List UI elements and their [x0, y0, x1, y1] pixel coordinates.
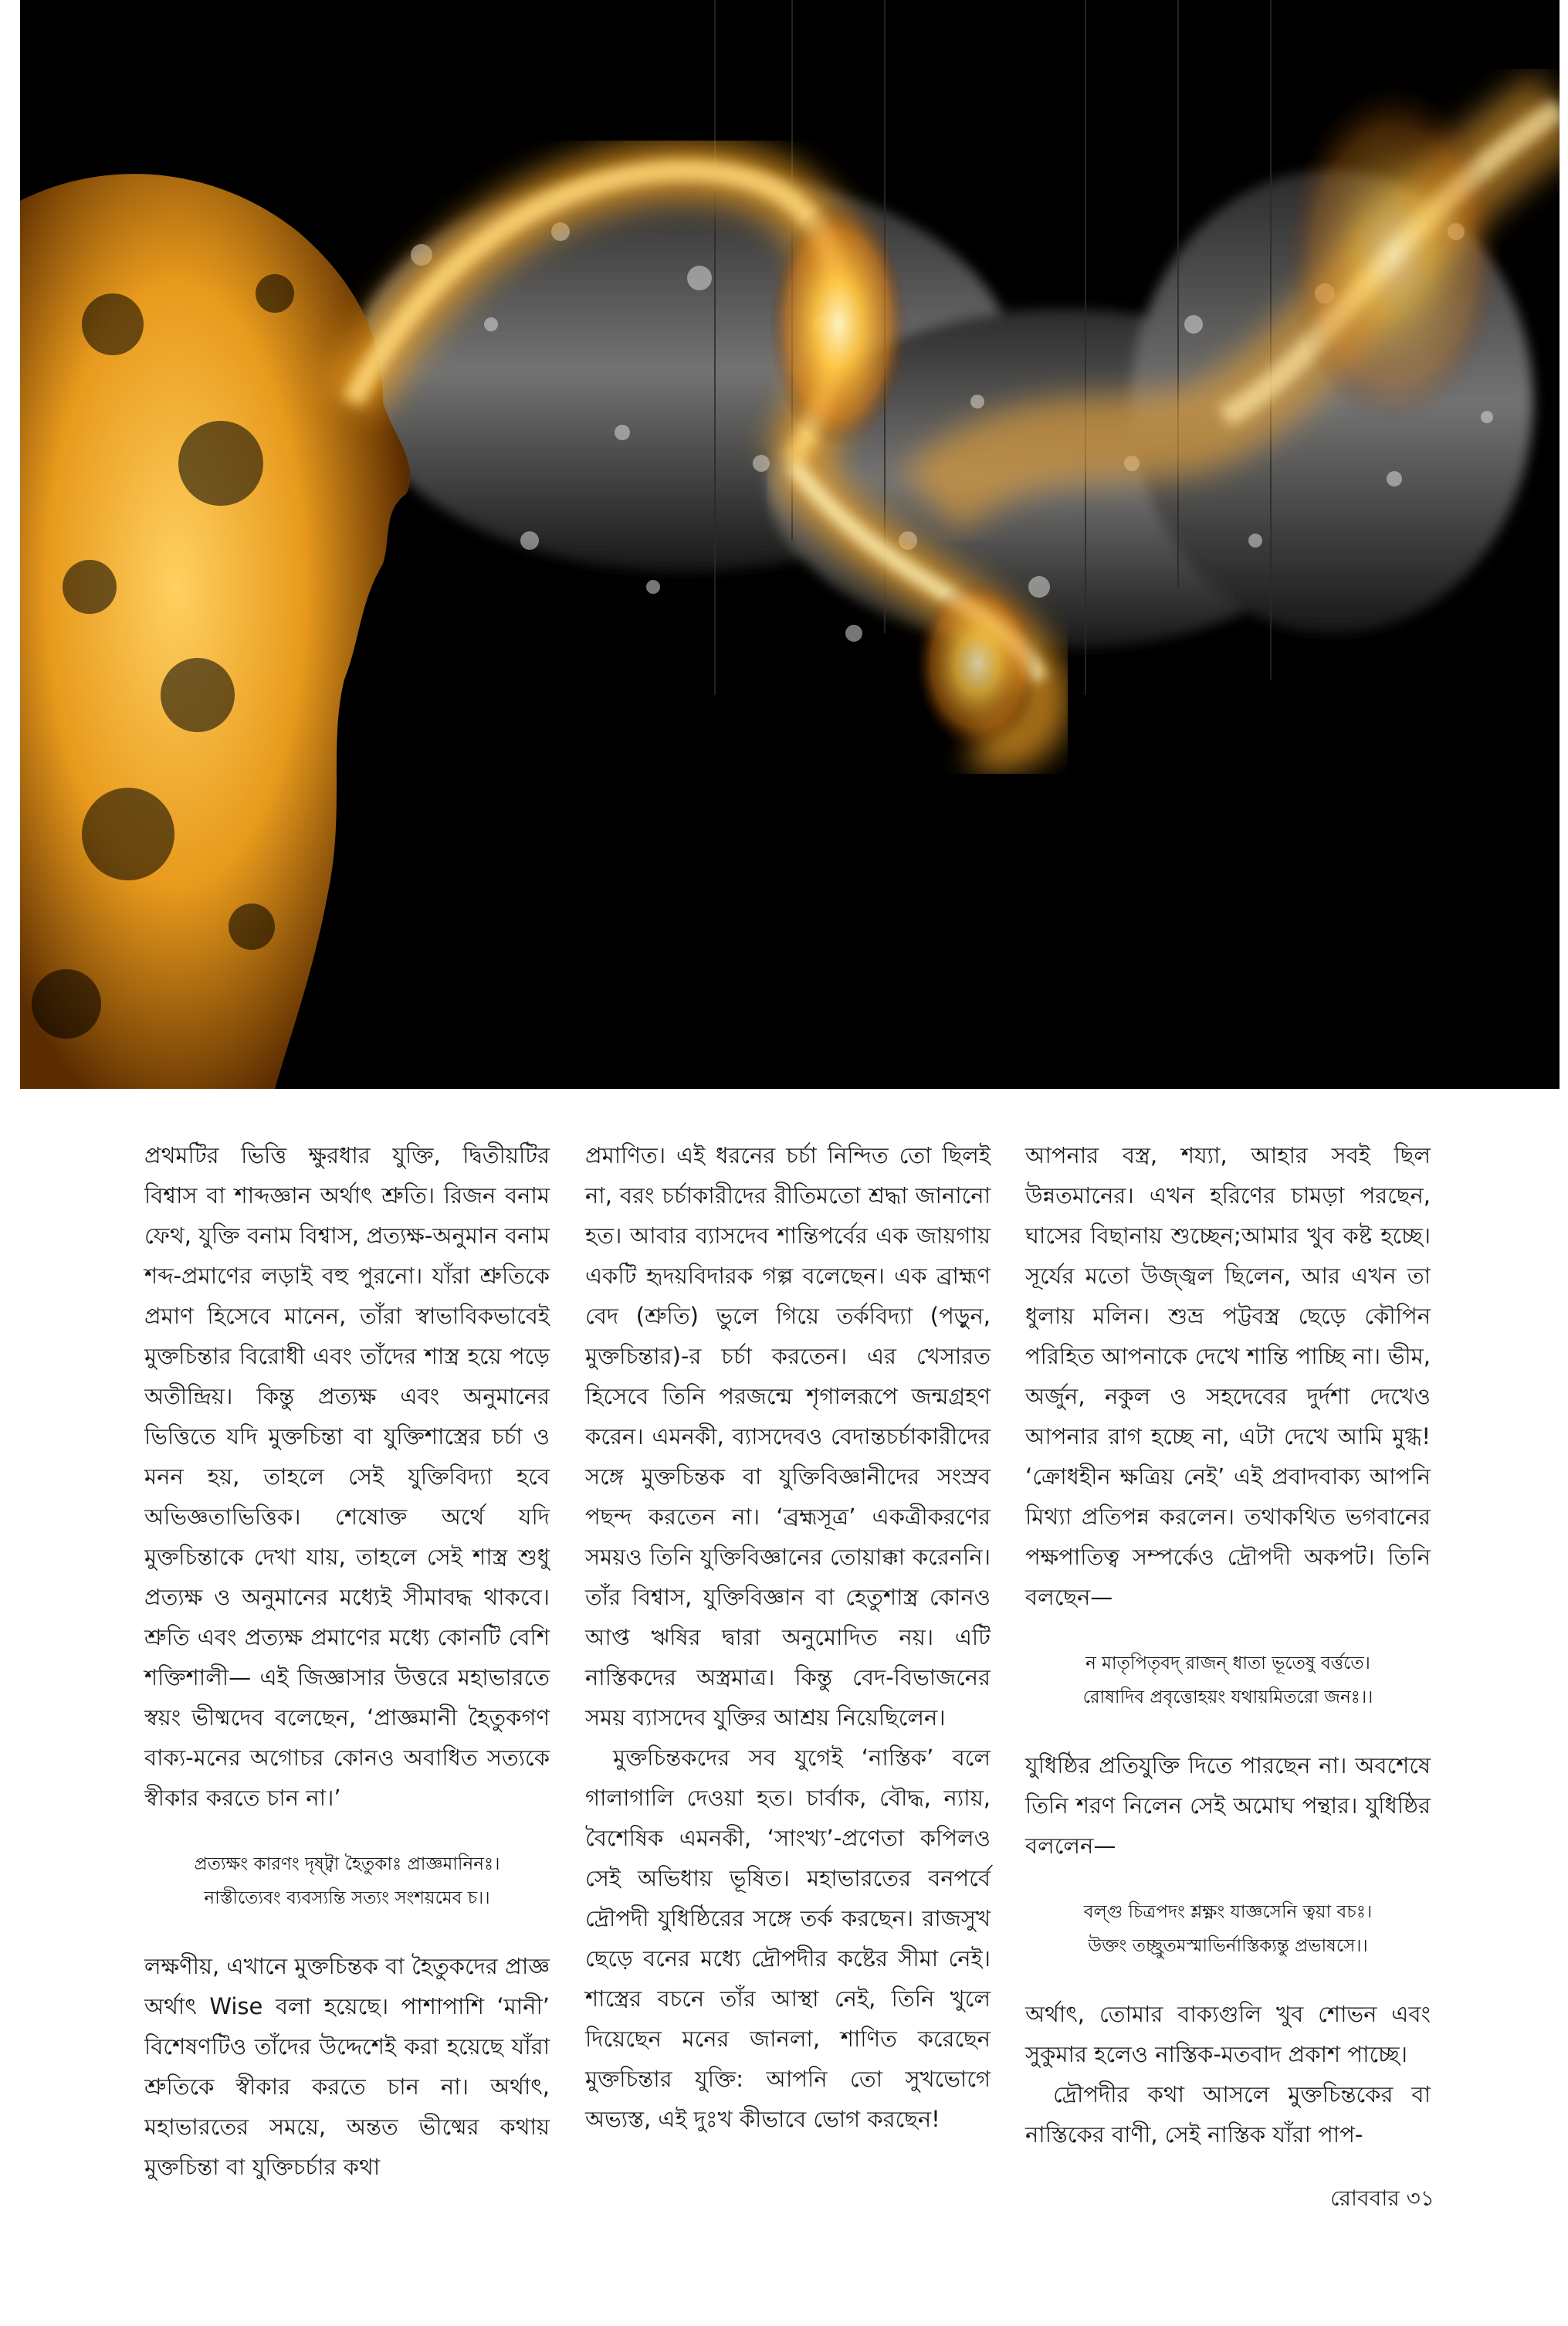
verse-line: প্রত্যক্ষং কারণং দৃষ্ট্বা হৈতুকাঃ প্রাজ্ঞমানিনঃ। [194, 1854, 500, 1874]
hero-image [20, 0, 1560, 1089]
verse-line: নাস্তীত্যেবং ব্যবস্যন্তি সত্যং সংশয়মেব চ।। [204, 1888, 490, 1908]
verse-line: ন মাতৃপিতৃবদ্ রাজন্ ধাতা ভূতেষু বর্ত্ততে। [1085, 1653, 1370, 1673]
verse-line: উক্তং তচ্ছ্রুতমস্মাভির্নাস্তিক্যন্তু প্রভাষসে।। [1088, 1936, 1368, 1956]
article-column-2 [585, 1135, 991, 2139]
fire-swirl-illustration [20, 0, 1560, 1089]
page-folio: রোববার ৩১ [1330, 2185, 1434, 2211]
paragraph: দ্রৌপদীর কথা আসলে মুক্তচিন্তকের বা নাস্তিকের বাণী, সেই নাস্তিক যাঁরা পাপ- [1025, 2081, 1431, 2148]
article-column-3 [1025, 1135, 1431, 2155]
paragraph: অর্থাৎ, তোমার বাক্যগুলি খুব শোভন এবং সুকুমার হলেও নাস্তিক-মতবাদ প্রকাশ পাচ্ছে। [1025, 2001, 1431, 2067]
sanskrit-verse [1025, 1646, 1431, 1714]
paragraph: প্রথমটির ভিত্তি ক্ষুরধার যুক্তি, দ্বিতীয়টির বিশ্বাস বা শাব্দজ্ঞান অর্থাৎ শ্রুতি। রিজন বনাম ফেথ, যুক্তি বনাম বিশ্বাস, প্রত্যক্ষ-অনুমান বনাম শব্দ-প্রমাণের লড়াই বহু পুরনো। যাঁরা শ্রুতিকে প্রমাণ হিসেবে মানেন, তাঁরা স্বাভাবিকভাবেই মুক্তচিন্তার বিরোধী এবং তাঁদের শাস্ত্র হয়ে পড়ে অতীন্দ্রিয়। কিন্তু প্রত্যক্ষ এবং অনুমানের ভিত্তিতে যদি মুক্তচিন্তা বা যুক্তিশাস্ত্রের চর্চা ও মনন হয়, তাহলে সেই যুক্তিবিদ্যা হবে অভিজ্ঞতাভিত্তিক। শেষোক্ত অর্থে যদি মুক্তচিন্তাকে দেখা যায়, তাহলে সেই শাস্ত্র শুধু প্রত্যক্ষ ও অনুমানের মধ্যেই সীমাবদ্ধ থাকবে। শ্রুতি এবং প্রত্যক্ষ প্রমাণের মধ্যে কোনটি বেশি শক্তিশালী— এই জিজ্ঞাসার উত্তরে মহাভারতে স্বয়ং ভীষ্মদেব বলেছেন, ‘প্রাজ্ঞমানী হৈতুকগণ বাক্য-মনের অগোচর কোনও অবাধিত সত্যকে স্বীকার করতে চান না।’ [144, 1142, 550, 1811]
verse-line: বল্গু চিত্রপদং শ্লক্ষ্ণং যাজ্ঞসেনি ত্বয়া বচঃ। [1083, 1902, 1373, 1922]
article-column-1 [144, 1135, 550, 2187]
paragraph: লক্ষণীয়, এখানে মুক্তচিন্তক বা হৈতুকদের প্রাজ্ঞ অর্থাৎ Wise বলা হয়েছে। পাশাপাশি ‘মানী’ বিশেষণটিও তাঁদের উদ্দেশেই করা হয়েছে যাঁরা শ্রুতিকে স্বীকার করতে চান না। অর্থাৎ, মহাভারতের সময়ে, অন্তত ভীষ্মের কথায় মুক্তচিন্তা বা যুক্তিচর্চার কথা [144, 1953, 550, 2180]
paragraph: যুধিষ্ঠির প্রতিযুক্তি দিতে পারছেন না। অবশেষে তিনি শরণ নিলেন সেই অমোঘ পন্থার। যুধিষ্ঠির বললেন— [1025, 1752, 1431, 1859]
sanskrit-verse [144, 1847, 550, 1915]
paragraph: মুক্তচিন্তকদের সব যুগেই ‘নাস্তিক’ বলে গালাগালি দেওয়া হত। চার্বাক, বৌদ্ধ, ন্যায়, বৈশেষিক এমনকী, ‘সাংখ্য’-প্রণেতা কপিলও সেই অভিধায় ভূষিত। মহাভারতের বনপর্বে দ্রৌপদী যুধিষ্ঠিরের সঙ্গে তর্ক করছেন। রাজসুখ ছেড়ে বনের মধ্যে দ্রৌপদীর কষ্টের সীমা নেই। শাস্ত্রের বচনে তাঁর আস্থা নেই, তিনি খুলে দিয়েছেন মনের জানলা, শাণিত করেছেন মুক্তচিন্তার যুক্তি: আপনি তো সুখভোগে অভ্যস্ত, এই দুঃখ কীভাবে ভোগ করছেন! [585, 1744, 991, 2132]
sanskrit-verse [1025, 1895, 1431, 1963]
paragraph: আপনার বস্ত্র, শয্যা, আহার সবই ছিল উন্নতমানের। এখন হরিণের চামড়া পরছেন, ঘাসের বিছানায় শুচ্ছেন;আমার খুব কষ্ট হচ্ছে। সূর্যের মতো উজ্জ্বল ছিলেন, আর এখন তা ধুলায় মলিন। শুভ্র পট্টবস্ত্র ছেড়ে কৌপিন পরিহিত আপনাকে দেখে শান্তি পাচ্ছি না। ভীম, অর্জুন, নকুল ও সহদেবের দুর্দশা দেখেও আপনার রাগ হচ্ছে না, এটা দেখে আমি মুগ্ধ! ‘ক্রোধহীন ক্ষত্রিয় নেই’ এই প্রবাদবাক্য আপনি মিথ্যা প্রতিপন্ন করলেন। তথাকথিত ভগবানের পক্ষপাতিত্ব সম্পর্কেও দ্রৌপদী অকপট। তিনি বলছেন— [1025, 1142, 1431, 1610]
verse-line: রোষাদিব প্রবৃত্তোহয়ং যথায়মিতরো জনঃ।। [1082, 1687, 1373, 1707]
paragraph: প্রমাণিত। এই ধরনের চর্চা নিন্দিত তো ছিলই না, বরং চর্চাকারীদের রীতিমতো শ্রদ্ধা জানানো হত। আবার ব্যাসদেব শান্তিপর্বের এক জায়গায় একটি হৃদয়বিদারক গল্প বলেছেন। এক ব্রাহ্মণ বেদ (শ্রুতি) ভুলে গিয়ে তর্কবিদ্যা (পড়ুন, মুক্তচিন্তার)-র চর্চা করতেন। এর খেসারত হিসেবে তিনি পরজন্মে শৃগালরূপে জন্মগ্রহণ করেন। এমনকী, ব্যাসদেবও বেদান্তচর্চাকারীদের সঙ্গে মুক্তচিন্তক বা যুক্তিবিজ্ঞানীদের সংস্রব পছন্দ করতেন না। ‘ব্রহ্মসূত্র’ একত্রীকরণের সময়ও তিনি যুক্তিবিজ্ঞানের তোয়াক্কা করেননি। তাঁর বিশ্বাস, যুক্তিবিজ্ঞান বা হেতুশাস্ত্র কোনও আপ্ত ঋষির দ্বারা অনুমোদিত নয়। এটি নাস্তিকদের অস্ত্রমাত্র। কিন্তু বেদ-বিভাজনের সময় ব্যাসদেব যুক্তির আশ্রয় নিয়েছিলেন। [585, 1142, 991, 1731]
